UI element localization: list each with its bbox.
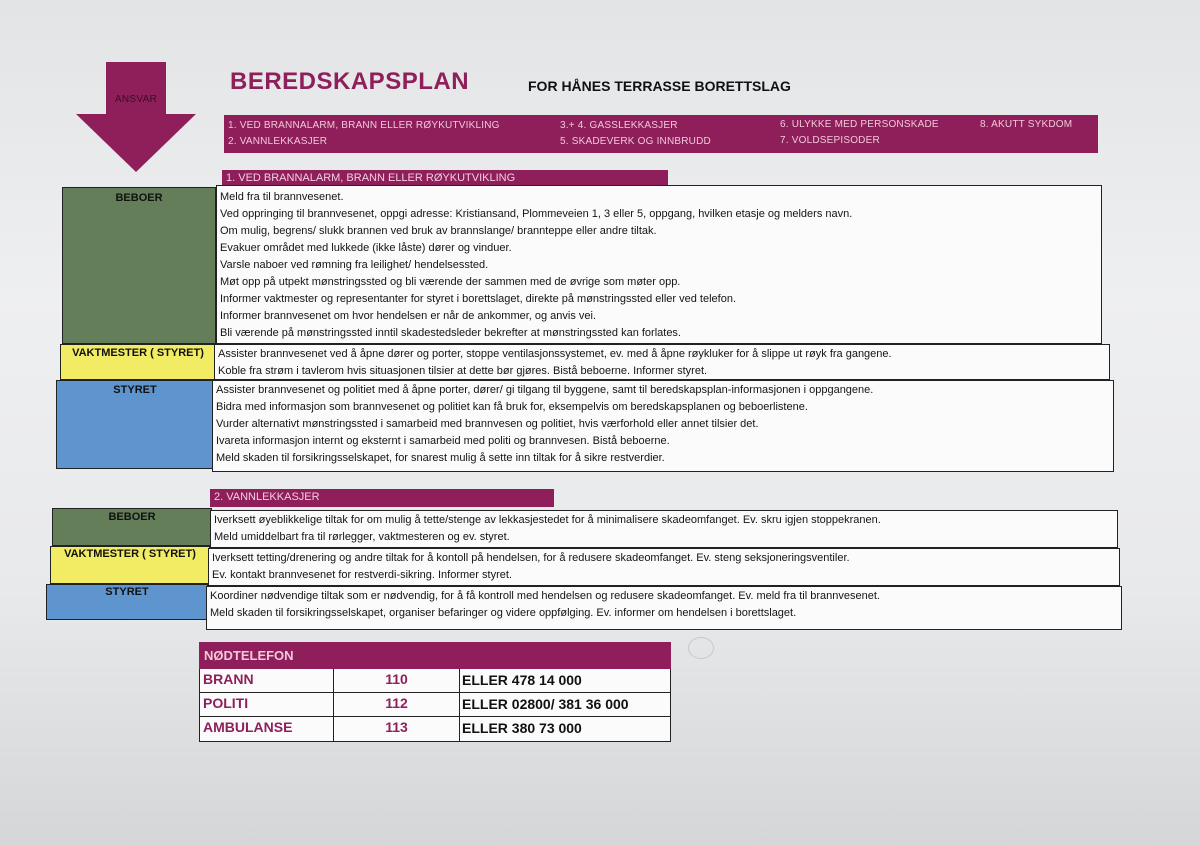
instruction-line: Assister brannvesenet og politiet med å åpne porter, dører/ gi tilgang til byggene, samt til beredskapsplan-informasjonen i oppgangene. <box>216 384 874 396</box>
instruction-line: Bli værende på mønstringssted inntil skadestedsleder bekrefter at mønstringssted kan forlates. <box>220 327 681 339</box>
circle-mark <box>688 637 714 659</box>
index-item: 2. VANNLEKKASJER <box>228 136 328 147</box>
table-row <box>200 668 670 692</box>
alternative-number: ELLER 02800/ 381 36 000 <box>462 696 629 712</box>
instructions-box <box>208 548 1120 586</box>
index-item: 8. AKUTT SYKDOM <box>980 119 1073 130</box>
instruction-line: Informer brannvesenet om hvor hendelsen er når de ankommer, og anvis vei. <box>220 310 597 322</box>
section-title: 1. VED BRANNALARM, BRANN ELLER RØYKUTVIKLING <box>222 170 668 187</box>
page-title: BEREDSKAPSPLAN <box>230 68 470 95</box>
arrow-down-icon <box>72 62 200 174</box>
instruction-line: Om mulig, begrens/ slukk brannen ved bruk av brannslange/ brannteppe eller andre tiltak. <box>220 225 657 237</box>
index-item: 7. VOLDSEPISODER <box>780 135 880 146</box>
instruction-line: Iverksett tetting/drenering og andre tiltak for å kontoll på hendelsen, for å redusere skadeomfanget. Ev. steng seksjoneringsventiler. <box>212 552 850 564</box>
role-vaktmester: VAKTMESTER ( STYRET) <box>50 546 210 584</box>
index-bar <box>224 115 1098 153</box>
role-styret: STYRET <box>56 380 214 469</box>
instruction-line: Evakuer området med lukkede (ikke låste) dører og vinduer. <box>220 242 512 254</box>
instruction-line: Informer vaktmester og representanter for styret i borettslaget, direkte på mønstringssted eller ved telefon. <box>220 293 737 305</box>
instruction-line: Koordiner nødvendige tiltak som er nødvendig, for å få kontroll med hendelsen og redusere skadeomfanget. Ev. meld fra til brannvesenet. <box>210 590 880 602</box>
instructions-box <box>212 380 1114 472</box>
instruction-line: Iverksett øyeblikkelige tiltak for om mulig å tette/stenge av lekkasjestedet for å minimalisere skadeomfanget. Ev. skru igjen stoppekranen. <box>214 514 881 526</box>
instruction-line: Vurder alternativt mønstringssted i samarbeid med brannvesen og politiet, hvis værforhold eller annet tilsier det. <box>216 418 759 430</box>
emergency-number: 110 <box>385 671 408 687</box>
index-item: 6. ULYKKE MED PERSONSKADE <box>780 119 939 130</box>
index-item: 1. VED BRANNALARM, BRANN ELLER RØYKUTVIKLING <box>228 120 500 131</box>
instructions-box <box>216 185 1102 344</box>
alternative-number: ELLER 380 73 000 <box>462 720 582 736</box>
instruction-line: Assister brannvesenet ved å åpne dører og porter, stoppe ventilasjonssystemet, ev. med å åpne røykluker for å slippe ut røyk fra gangene. <box>218 348 892 360</box>
alternative-number: ELLER 478 14 000 <box>462 672 582 688</box>
instruction-line: Bidra med informasjon som brannvesenet og politiet kan få bruk for, eksempelvis om beredskapsplanen og beboerlistene. <box>216 401 808 413</box>
role-vaktmester: VAKTMESTER ( STYRET) <box>60 344 216 380</box>
index-item: 3.+ 4. GASSLEKKASJER <box>560 120 678 131</box>
role-styret: STYRET <box>46 584 208 620</box>
instruction-line: Ev. kontakt brannvesenet for restverdi-sikring. Informer styret. <box>212 569 512 581</box>
instruction-line: Ved oppringing til brannvesenet, oppgi adresse: Kristiansand, Plommeveien 1, 3 eller 5, oppgang, hvilken etasje og melders navn. <box>220 208 853 220</box>
instruction-line: Varsle naboer ved rømning fra leilighet/ hendelsessted. <box>220 259 489 271</box>
emergency-number: 113 <box>385 719 408 735</box>
table-row <box>200 692 670 716</box>
instruction-line: Meld skaden til forsikringsselskapet, organiser befaringer og videre oppfølging. Ev. informer om hendelsen i borettslaget. <box>210 607 797 619</box>
role-beboer: BEBOER <box>52 508 212 546</box>
instruction-line: Møt opp på utpekt mønstringssted og bli værende der sammen med de øvrige som møter opp. <box>220 276 681 288</box>
section-title: 2. VANNLEKKASJER <box>210 489 554 507</box>
instructions-box <box>214 344 1110 380</box>
service-name: AMBULANSE <box>203 719 293 735</box>
instruction-line: Meld umiddelbart fra til rørlegger, vaktmesteren og ev. styret. <box>214 531 510 543</box>
index-item: 5. SKADEVERK OG INNBRUDD <box>560 136 711 147</box>
page-subtitle: FOR HÅNES TERRASSE BORETTSLAG <box>528 78 791 94</box>
role-beboer: BEBOER <box>62 187 216 344</box>
instructions-box <box>206 586 1122 630</box>
instruction-line: Meld skaden til forsikringsselskapet, for snarest mulig å sette inn tiltak for å sikre restverdier. <box>216 452 665 464</box>
emergency-table-title: NØDTELEFON <box>199 642 671 669</box>
instruction-line: Meld fra til brannvesenet. <box>220 191 344 203</box>
instructions-box <box>210 510 1118 548</box>
instruction-line: Ivareta informasjon internt og eksternt i samarbeid med politi og brannvesen. Bistå beboerne. <box>216 435 670 447</box>
service-name: BRANN <box>203 671 254 687</box>
table-row <box>200 716 670 740</box>
emergency-number: 112 <box>385 695 408 711</box>
ansvar-label: ANSVAR <box>114 94 158 105</box>
instruction-line: Koble fra strøm i tavlerom hvis situasjonen tilsier at dette bør gjøres. Bistå beboerne. Informer styret. <box>218 365 708 377</box>
service-name: POLITI <box>203 695 249 711</box>
